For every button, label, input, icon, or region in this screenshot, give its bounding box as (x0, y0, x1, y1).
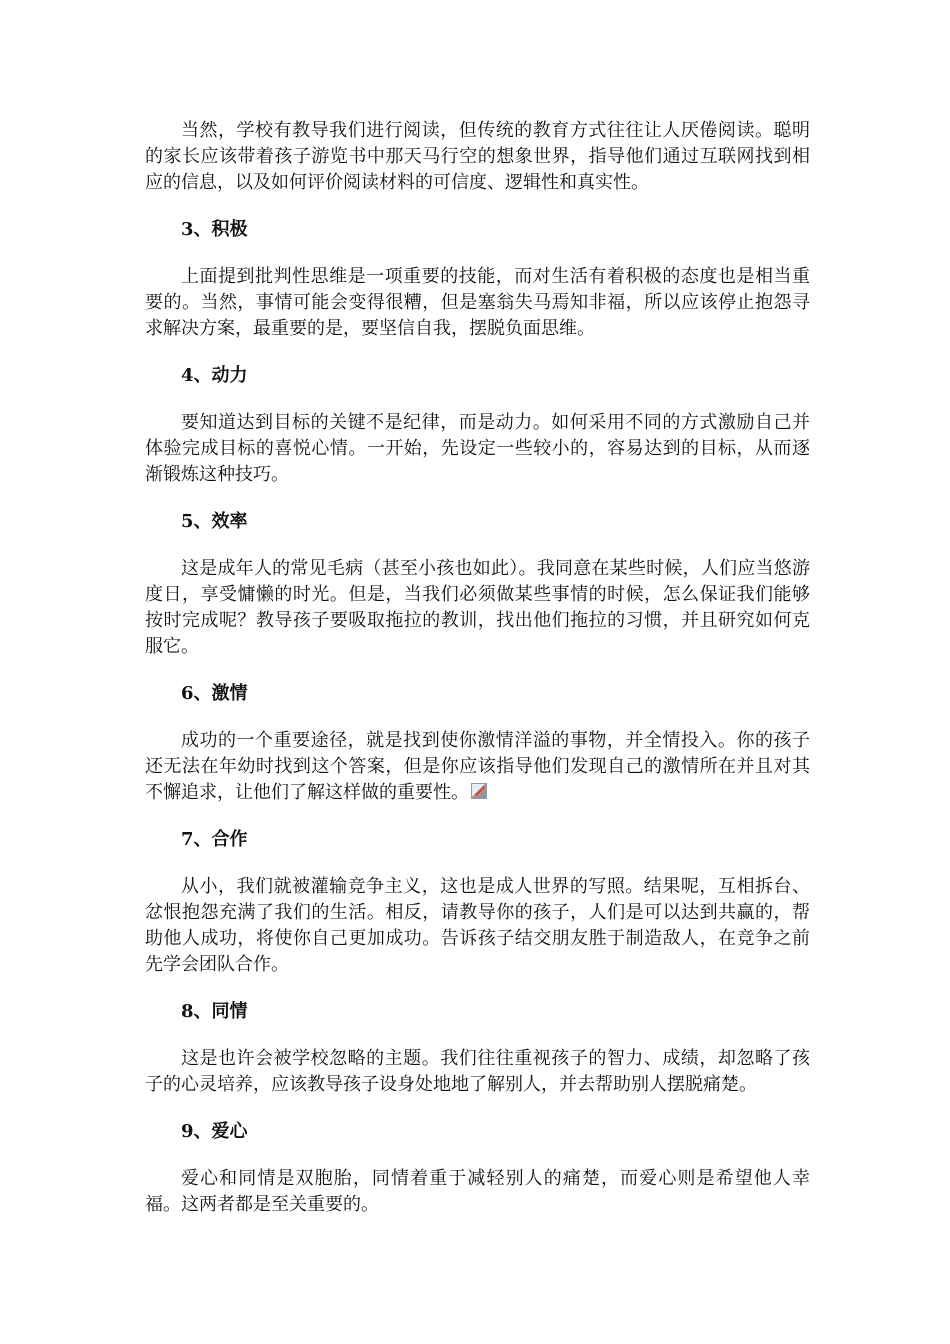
efficiency-paragraph: 这是成年人的常见毛病（甚至小孩也如此）。我同意在某些时候，人们应当悠游度日，享受慵懒的时光。但是，当我们必须做某些事情的时候，怎么保证我们能够按时完成呢？教导孩子要吸取拖拉的教训，找出他们拖拉的习惯，并且研究如何克服它。 (145, 558, 810, 657)
heading-cooperation: 7、合作 (181, 829, 248, 850)
motivation-paragraph: 要知道达到目标的关键不是纪律，而是动力。如何采用不同的方式激励自己并体验完成目标的喜悦心情。一开始，先设定一些较小的，容易达到的目标，从而逐渐锻炼这种技巧。 (145, 412, 810, 485)
heading-efficiency: 5、效率 (181, 511, 248, 532)
passion-paragraph: 成功的一个重要途径，就是找到使你激情洋溢的事物，并全情投入。你的孩子还无法在年幼时找到这个答案，但是你应该指导他们发现自己的激情所在并且对其不懈追求，让他们了解这样做的重要性。 (145, 730, 810, 803)
heading-sympathy: 8、同情 (181, 1001, 248, 1022)
positive-paragraph: 上面提到批判性思维是一项重要的技能，而对生活有着积极的态度也是相当重要的。当然，事情可能会变得很糟，但是塞翁失马焉知非福，所以应该停止抱怨寻求解决方案，最重要的是，要坚信自我，摆脱负面思维。 (145, 266, 810, 339)
reading-paragraph: 当然，学校有教导我们进行阅读，但传统的教育方式往往让人厌倦阅读。聪明的家长应该带着孩子游览书中那天马行空的想象世界，指导他们通过互联网找到相应的信息，以及如何评价阅读材料的可信度、逻辑性和真实性。 (145, 120, 810, 193)
heading-positive: 3、积极 (181, 219, 248, 240)
document-page (145, 118, 810, 1239)
heading-motivation: 4、动力 (181, 365, 248, 386)
broken-image-icon (471, 783, 487, 799)
love-paragraph: 爱心和同情是双胞胎，同情着重于减轻别人的痛楚，而爱心则是希望他人幸福。这两者都是至关重要的。 (145, 1168, 810, 1215)
heading-love: 9、爱心 (181, 1121, 248, 1142)
passion-paragraph-container (145, 728, 810, 806)
heading-passion: 6、激情 (181, 683, 248, 704)
sympathy-paragraph: 这是也许会被学校忽略的主题。我们往往重视孩子的智力、成绩，却忽略了孩子的心灵培养，应该教导孩子设身处地地了解别人，并去帮助别人摆脱痛楚。 (145, 1048, 810, 1095)
cooperation-paragraph: 从小，我们就被灌输竞争主义，这也是成人世界的写照。结果呢，互相拆台、忿恨抱怨充满了我们的生活。相反，请教导你的孩子，人们是可以达到共赢的，帮助他人成功，将使你自己更加成功。告诉孩子结交朋友胜于制造敌人，在竞争之前先学会团队合作。 (145, 876, 810, 975)
